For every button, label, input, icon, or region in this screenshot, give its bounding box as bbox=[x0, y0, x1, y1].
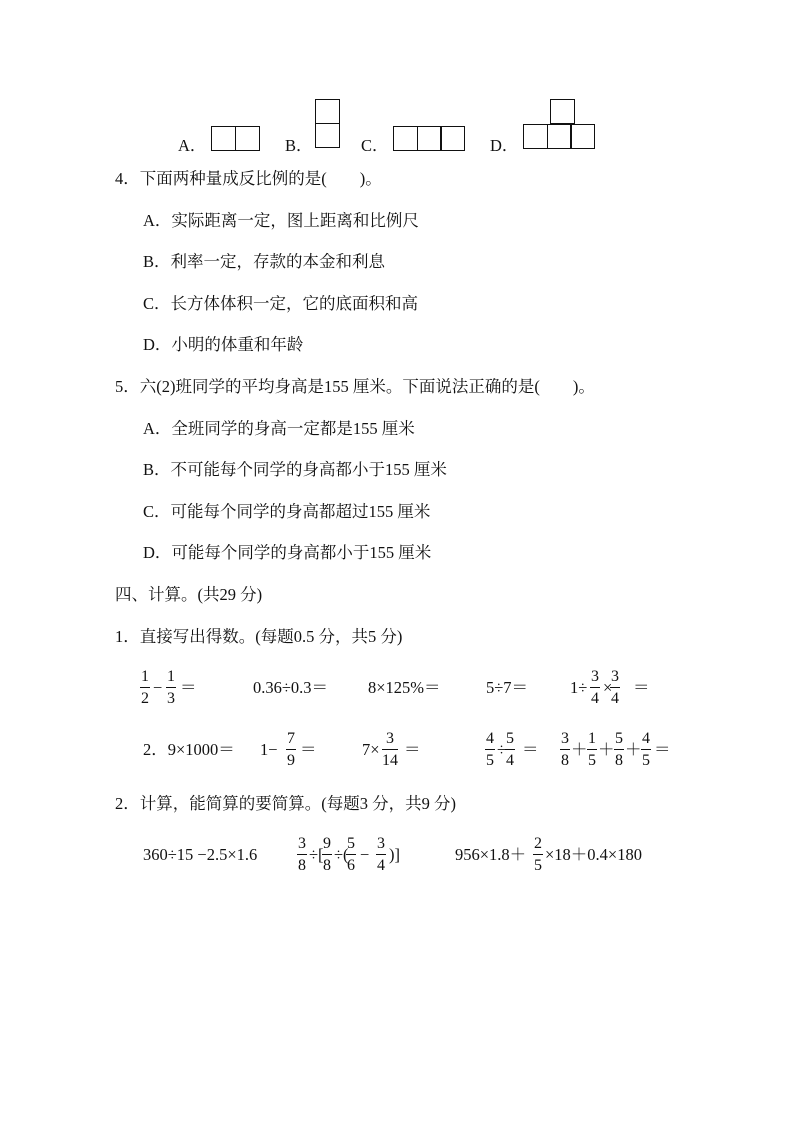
section-title: 四、计算。(共29 分) bbox=[115, 585, 263, 604]
fraction: $\frac{3}{4}$ bbox=[591, 668, 599, 707]
times-sign: × bbox=[603, 678, 613, 697]
equals-sign: ＝ bbox=[180, 678, 197, 697]
q5-option-c: C．可能每个同学的身高都超过155 厘米 bbox=[143, 502, 431, 521]
divide-sign: ÷ bbox=[497, 740, 507, 759]
plus-sign: ＋ bbox=[625, 740, 642, 759]
option-a-figure bbox=[211, 126, 260, 151]
fraction: $\frac{4}{5}$ bbox=[486, 730, 494, 769]
fraction: $\frac{1}{5}$ bbox=[588, 730, 596, 769]
expr-x18-plus-0.4x180: ×18＋0.4×180 bbox=[545, 845, 642, 864]
divide-paren: ÷( bbox=[334, 845, 349, 864]
expr-8x125pct: 8×125%＝ bbox=[368, 678, 441, 697]
fraction: $\frac{1}{3}$ bbox=[167, 668, 175, 707]
option-a-label: A． bbox=[178, 136, 207, 155]
expr-1-minus: 1− bbox=[260, 740, 278, 759]
plus-sign: ＋ bbox=[598, 740, 615, 759]
divide-bracket: ÷[ bbox=[309, 845, 324, 864]
fraction: $\frac{2}{5}$ bbox=[534, 835, 542, 874]
fraction: $\frac{4}{5}$ bbox=[642, 730, 650, 769]
subsection-2-title: 2．计算，能简算的要简算。(每题3 分，共9 分) bbox=[115, 794, 456, 813]
fraction: $\frac{5}{8}$ bbox=[615, 730, 623, 769]
fraction: $\frac{3}{8}$ bbox=[561, 730, 569, 769]
option-c-label: C． bbox=[361, 136, 389, 155]
fraction: $\frac{3}{4}$ bbox=[611, 668, 619, 707]
option-c-figure bbox=[393, 126, 465, 151]
q4-option-c: C．长方体体积一定，它的底面积和高 bbox=[143, 294, 419, 313]
subsection-1-title: 1．直接写出得数。(每题0.5 分，共5 分) bbox=[115, 627, 403, 646]
expr-360-div-15: 360÷15 −2.5×1.6 bbox=[143, 845, 258, 864]
fraction: $\frac{5}{4}$ bbox=[506, 730, 514, 769]
equals-sign: ＝ bbox=[633, 678, 650, 697]
equals-sign: ＝ bbox=[300, 740, 317, 759]
option-d-label: D． bbox=[490, 136, 519, 155]
expr-956x1.8-plus: 956×1.8＋ bbox=[455, 845, 527, 864]
equals-sign: ＝ bbox=[654, 740, 671, 759]
expr-5-div-7: 5÷7＝ bbox=[486, 678, 529, 697]
minus-sign: − bbox=[360, 845, 370, 864]
q4-option-b: B．利率一定，存款的本金和利息 bbox=[143, 252, 386, 271]
q5-option-a: A．全班同学的身高一定都是155 厘米 bbox=[143, 419, 415, 438]
fraction: $\frac{3}{4}$ bbox=[377, 835, 385, 874]
close-brackets: )] bbox=[389, 845, 400, 864]
expr-7-times: 7× bbox=[362, 740, 380, 759]
equals-sign: ＝ bbox=[522, 740, 539, 759]
expr-0.36-div-0.3: 0.36÷0.3＝ bbox=[253, 678, 329, 697]
expr-9x1000: 2．9×1000＝ bbox=[143, 740, 235, 759]
fraction: $\frac{9}{8}$ bbox=[323, 835, 331, 874]
q5-option-b: B．不可能每个同学的身高都小于155 厘米 bbox=[143, 460, 447, 479]
minus-sign: − bbox=[153, 678, 163, 697]
fraction: $\frac{1}{2}$ bbox=[141, 668, 149, 707]
expr-1-div: 1÷ bbox=[570, 678, 588, 697]
fraction: $\frac{3}{8}$ bbox=[298, 835, 306, 874]
fraction: $\frac{5}{6}$ bbox=[347, 835, 355, 874]
option-b-figure bbox=[315, 99, 340, 148]
q4-option-a: A．实际距离一定，图上距离和比例尺 bbox=[143, 211, 419, 230]
q5-option-d: D．可能每个同学的身高都小于155 厘米 bbox=[143, 543, 432, 562]
plus-sign: ＋ bbox=[571, 740, 588, 759]
fraction: $\frac{7}{9}$ bbox=[287, 730, 295, 769]
option-b-label: B． bbox=[285, 136, 313, 155]
q5-stem: 5．六(2)班同学的平均身高是155 厘米。下面说法正确的是( )。 bbox=[115, 377, 595, 396]
fraction: $\frac{3}{14}$ bbox=[382, 730, 398, 769]
q4-option-d: D．小明的体重和年龄 bbox=[143, 335, 304, 354]
q4-stem: 4．下面两种量成反比例的是( )。 bbox=[115, 169, 382, 188]
equals-sign: ＝ bbox=[404, 740, 421, 759]
